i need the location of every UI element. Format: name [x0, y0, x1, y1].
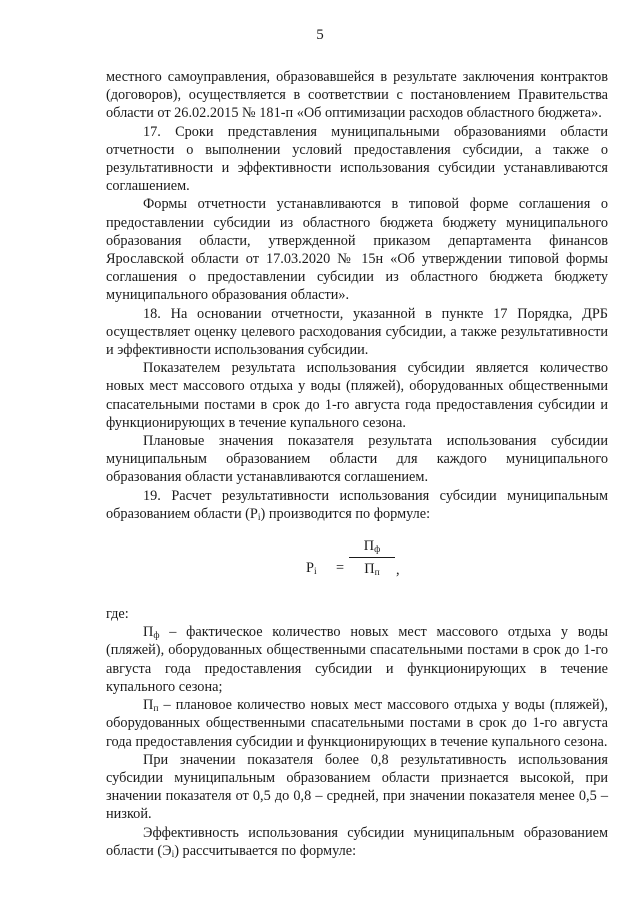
efficiency-subscript: i	[171, 849, 175, 860]
p19-text-before: 19. Расчет результативности использования субсидии муниципальным образованием области (Р	[106, 487, 608, 522]
definition-actual: $П_ф$ – фактическое количество новых мест массового отдыха у воды (пляжей), оборудованных общественными спасательными постами в срок до 1-го августа года предоставления субсидии и функционирующих в течение купального сезона;	[106, 624, 608, 695]
paragraph-result-indicator: Показателем результата использования субсидии является количество новых мест массового отдыха у воды (пляжей), оборудованных общественными спасательными постами в срок до 1-го августа года предоставления субсидии и функционирующих в течение купального сезона.	[106, 360, 608, 431]
formula-comma: ,	[396, 562, 400, 579]
p19-subscript: i	[257, 512, 261, 523]
paragraph-18: 18. На основании отчетности, указанной в пункте 17 Порядка, ДРБ осуществляет оценку целевого расходования субсидии, а также результативности и эффективности использования субсидии.	[106, 305, 608, 359]
paragraph-thresholds: При значении показателя более 0,8 результативность использования субсидии муниципальным образованием области признается высокой, при значении показателя от 0,5 до 0,8 – средней, при значении показателя менее 0,5 – низкой.	[106, 751, 608, 823]
p19-text-after: ) производится по формуле:	[260, 505, 431, 522]
efficiency-text-after: ) рассчитывается по формуле:	[174, 842, 357, 859]
efficiency-text-before: Эффективность использования субсидии муниципальным образованием области (Э	[106, 824, 608, 859]
paragraph-efficiency	[106, 824, 608, 860]
formula-lhs: $P_i$	[306, 560, 317, 578]
paragraph-continuation: местного самоуправления, образовавшейся в результате заключения контрактов (договоров), осуществляется в соответствии с постановлением Правительства области от 26.02.2015 № 181-п «Об оптимизации расходов областного бюджета».	[106, 69, 608, 122]
formula-fraction	[349, 537, 395, 578]
paragraph-report-forms: Формы отчетности устанавливаются в типовой форме соглашения о предоставлении субсидии из областного бюджета бюджету муниципального образования области, утвержденной приказом департамента финансов Ярославской области от 17.03.2020 № 15н «Об утверждении типовой формы соглашения о предоставлении субсидии из областного бюджета бюджету муниципального образования области».	[106, 196, 608, 304]
formula-numerator: $П_ф$	[349, 537, 395, 558]
formula-equals: =	[336, 560, 345, 577]
paragraph-19	[106, 487, 608, 523]
formula-result	[106, 537, 608, 605]
formula-denominator: $П_п$	[364, 561, 380, 579]
document-body	[106, 68, 608, 860]
paragraph-17: 17. Сроки представления муниципальными образованиями области отчетности о выполнении условий предоставления субсидии, а также о результативности и эффективности использования субсидии устанавливаются соглашением.	[106, 123, 608, 195]
definition-planned: $П_п$ – плановое количество новых мест массового отдыха у воды (пляжей), оборудованных общественными спасательными постами в срок до 1-го августа года предоставления субсидии и функционирующих в течение купального сезона.	[106, 697, 608, 750]
where-label: где:	[106, 606, 129, 623]
page-number: 5	[316, 27, 324, 43]
paragraph-planned-values: Плановые значения показателя результата использования субсидии муниципальным образованием области для каждого муниципального образования области устанавливаются соглашением.	[106, 433, 608, 486]
